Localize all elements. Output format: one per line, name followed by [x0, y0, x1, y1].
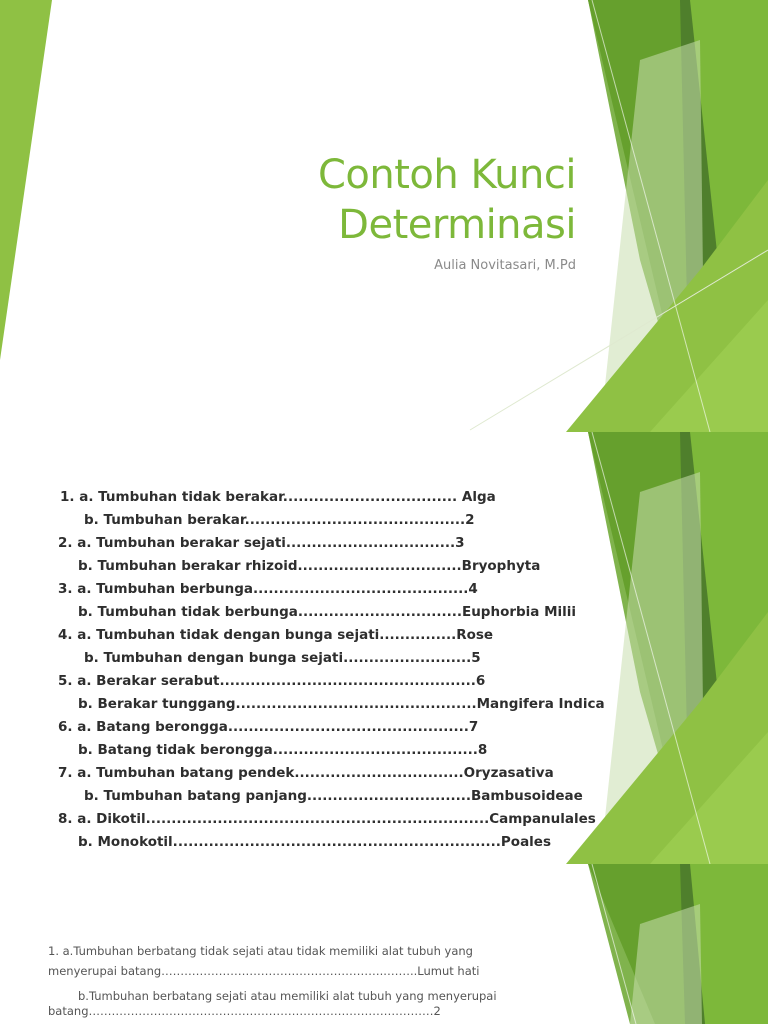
key-row: 7. a. Tumbuhan batang pendek.................................Oryzasativa: [58, 765, 554, 781]
key-row: 8. a. Dikotil...................................................................Campanulales: [58, 811, 596, 827]
key-row: 5. a. Berakar serabut..................................................6: [58, 673, 486, 689]
key-row: b. Tumbuhan berakar rhizoid................................Bryophyta: [78, 558, 541, 574]
key-row: b. Tumbuhan dengan bunga sejati.........................5: [84, 650, 481, 666]
key-row: b. Tumbuhan tidak berbunga................................Euphorbia Milii: [78, 604, 577, 620]
key-row: 6. a. Batang berongga...............................................7: [58, 719, 479, 735]
slide-title-line-2: Determinasi: [338, 202, 576, 248]
key-row: b. Monokotil................................................................Poales: [78, 834, 552, 850]
key-row: b. Berakar tunggang...............................................Mangifera Indica: [78, 696, 605, 712]
note-line: 1. a.Tumbuhan berbatang tidak sejati atau tidak memiliki alat tubuh yang: [48, 944, 473, 958]
key-row: 4. a. Tumbuhan tidak dengan bunga sejati...............Rose: [58, 627, 494, 643]
note-line: menyerupai batang…………………………………………………..……..Lumut hati: [48, 964, 480, 978]
key-row: 3. a. Tumbuhan berbunga..........................................4: [58, 581, 478, 597]
note-line: b.Tumbuhan berbatang sejati atau memiliki alat tubuh yang menyerupai: [78, 989, 497, 1003]
key-row: 2. a. Tumbuhan berakar sejati.................................3: [58, 535, 465, 551]
lumut-key-slide: [0, 864, 768, 1024]
key-row: b. Tumbuhan batang panjang................................Bambusoideae: [84, 788, 583, 804]
key-row: 1. a. Tumbuhan tidak berakar.................................. Alga: [60, 489, 496, 505]
note-line: batang………………………………………………………………………………2: [48, 1004, 441, 1018]
title-slide: [0, 0, 768, 432]
slide-title-line-1: Contoh Kunci: [317, 152, 576, 198]
slide-subtitle-author: Aulia Novitasari, M.Pd: [434, 258, 576, 273]
key-row: b. Tumbuhan berakar...........................................2: [84, 512, 475, 528]
key-row: b. Batang tidak berongga........................................8: [78, 742, 488, 758]
